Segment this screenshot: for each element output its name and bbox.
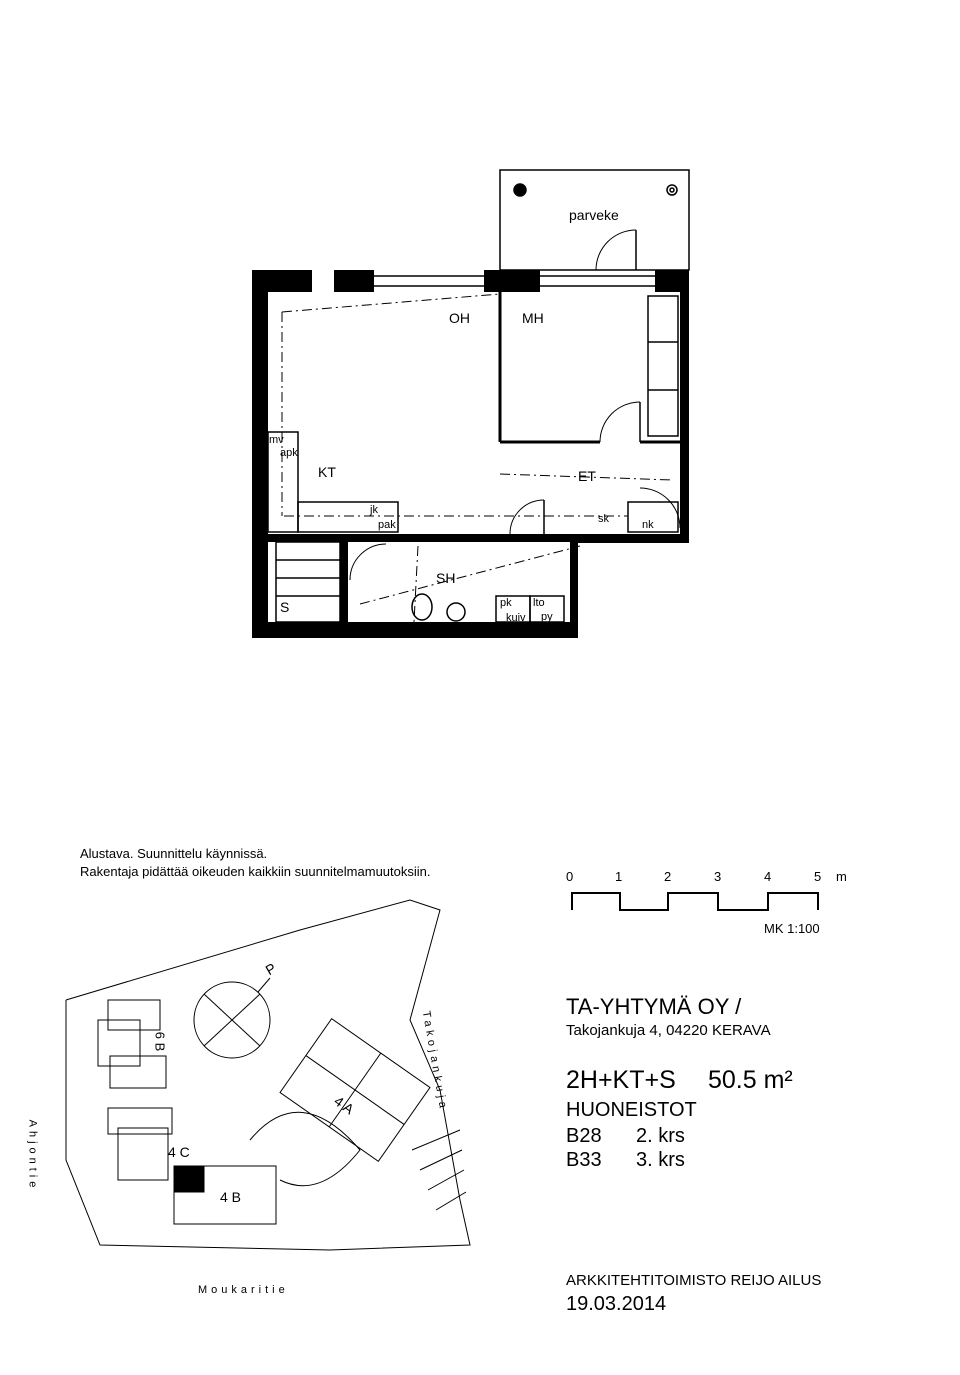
scale-tick-0: 0	[566, 869, 574, 884]
wall-east	[680, 270, 689, 543]
street-moukaritie: Moukaritie	[198, 1284, 289, 1296]
site-label-6b: 6 B	[152, 1031, 168, 1052]
room-label-kt: KT	[318, 464, 336, 480]
scale-tick-4: 4	[764, 869, 772, 884]
wall-north-a	[252, 270, 312, 292]
fixture-sk: sk	[598, 513, 609, 525]
scale-tick-5: 5	[814, 869, 822, 884]
note-rights: Rakentaja pidättää oikeuden kaikkiin suunnitelmamuutoksiin.	[80, 864, 431, 879]
wall-sauna	[340, 534, 348, 624]
room-label-parveke: parveke	[569, 207, 619, 223]
apartments-header: HUONEISTOT	[566, 1099, 697, 1121]
wall-west	[252, 270, 268, 638]
site-label-4c: 4 C	[168, 1144, 190, 1160]
wall-north-c	[484, 270, 540, 292]
fixture-kuiv: kuiv	[506, 612, 526, 624]
site-label-4a: 4 A	[331, 1092, 358, 1118]
scale-tick-2: 2	[664, 869, 672, 884]
scale-bar	[572, 893, 818, 910]
wall-north-b	[334, 270, 374, 292]
fixture-py: py	[541, 611, 553, 623]
apartment-2-floor: 3. krs	[636, 1149, 685, 1171]
apartment-2-id: B33	[566, 1149, 602, 1171]
architect-name: ARKKITEHTITOIMISTO REIJO AILUS	[566, 1272, 822, 1289]
site-label-4b: 4 B	[220, 1189, 242, 1205]
scale-tick-3: 3	[714, 869, 722, 884]
scale-tick-1: 1	[615, 869, 623, 884]
wall-south	[252, 622, 578, 638]
company-address: Takojankuja 4, 04220 KERAVA	[566, 1022, 771, 1039]
drawing-date: 19.03.2014	[566, 1293, 667, 1315]
note-preliminary: Alustava. Suunnittelu käynnissä.	[80, 846, 268, 861]
site-label-parking: P	[262, 959, 279, 979]
scale-tick-unit: m	[836, 869, 847, 884]
apartment-area: 50.5 m²	[708, 1066, 793, 1094]
apartment-1-floor: 2. krs	[636, 1125, 685, 1147]
wall-east-jog	[578, 534, 689, 543]
room-label-sh: SH	[436, 570, 456, 586]
fixture-apk: apk	[280, 447, 298, 459]
wall-bath-east	[570, 534, 578, 638]
fixture-nk: nk	[642, 519, 654, 531]
street-takojankuja: Takojankuja	[419, 1010, 450, 1113]
company-name: TA-YHTYMÄ OY /	[566, 994, 742, 1019]
site-plan	[66, 900, 470, 1250]
wall-mid	[268, 534, 578, 542]
fixture-jk: jk	[370, 504, 378, 516]
apartment-1-id: B28	[566, 1125, 602, 1147]
apartment-type: 2H+KT+S	[566, 1066, 676, 1094]
street-ahjontie: Ahjontie	[26, 1119, 39, 1192]
fixture-lto: lto	[533, 597, 545, 609]
fixture-pk: pk	[500, 597, 512, 609]
room-label-s: S	[280, 599, 290, 615]
scale-label: MK 1:100	[764, 921, 820, 936]
room-label-et: ET	[578, 468, 596, 484]
fixture-pak: pak	[378, 519, 396, 531]
room-label-oh: OH	[449, 310, 470, 326]
fixture-mv: mv	[269, 434, 284, 446]
room-label-mh: MH	[522, 310, 544, 326]
